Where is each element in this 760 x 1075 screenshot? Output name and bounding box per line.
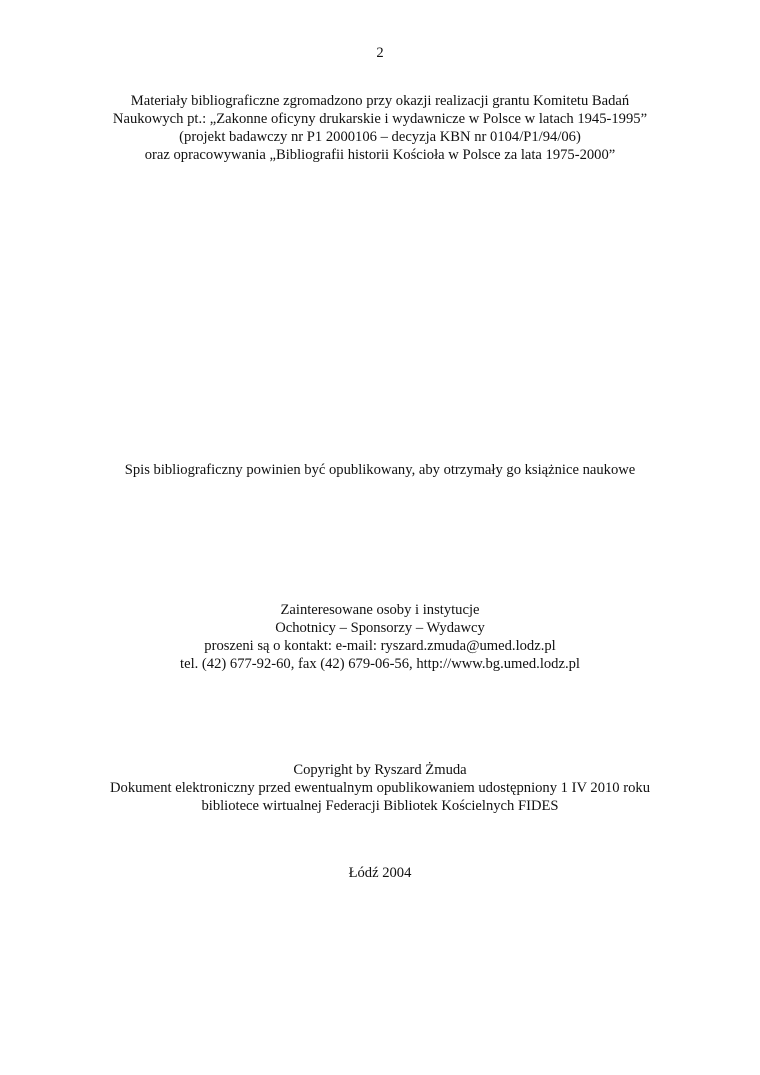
grant-line: (projekt badawczy nr P1 2000106 – decyzja KBN nr 0104/P1/94/06) bbox=[179, 129, 581, 145]
contact-block bbox=[0, 601, 760, 673]
contact-email-line: proszeni są o kontakt: e-mail: ryszard.zmuda@umed.lodz.pl bbox=[204, 638, 556, 654]
place-date-block bbox=[0, 864, 760, 882]
publication-note-block bbox=[0, 461, 760, 479]
copyright-line: Copyright by Ryszard Żmuda bbox=[293, 762, 467, 778]
publication-note: Spis bibliograficzny powinien być opublikowany, aby otrzymały go książnice naukowe bbox=[124, 462, 636, 478]
page-number: 2 bbox=[376, 45, 384, 61]
grant-line: Naukowych pt.: „Zakonne oficyny drukarskie i wydawnicze w Polsce w latach 1945-1995” bbox=[112, 111, 648, 127]
contact-line: Zainteresowane osoby i instytucje bbox=[280, 602, 480, 618]
copyright-line: Dokument elektroniczny przed ewentualnym opublikowaniem udostępniony 1 IV 2010 roku bbox=[110, 780, 650, 796]
grant-line: oraz opracowywania „Bibliografii historii Kościoła w Polsce za lata 1975-2000” bbox=[144, 147, 616, 163]
grant-line: Materiały bibliograficzne zgromadzono przy okazji realizacji grantu Komitetu Badań bbox=[130, 93, 630, 109]
contact-phone-line: tel. (42) 677-92-60, fax (42) 679-06-56, http://www.bg.umed.lodz.pl bbox=[180, 656, 580, 672]
copyright-line: bibliotece wirtualnej Federacji Bibliotek Kościelnych FIDES bbox=[201, 798, 559, 814]
place-date: Łódź 2004 bbox=[348, 865, 412, 881]
copyright-block bbox=[0, 761, 760, 815]
page-number-block bbox=[0, 44, 760, 62]
contact-line: Ochotnicy – Sponsorzy – Wydawcy bbox=[275, 620, 485, 636]
grant-info-block bbox=[0, 92, 760, 164]
